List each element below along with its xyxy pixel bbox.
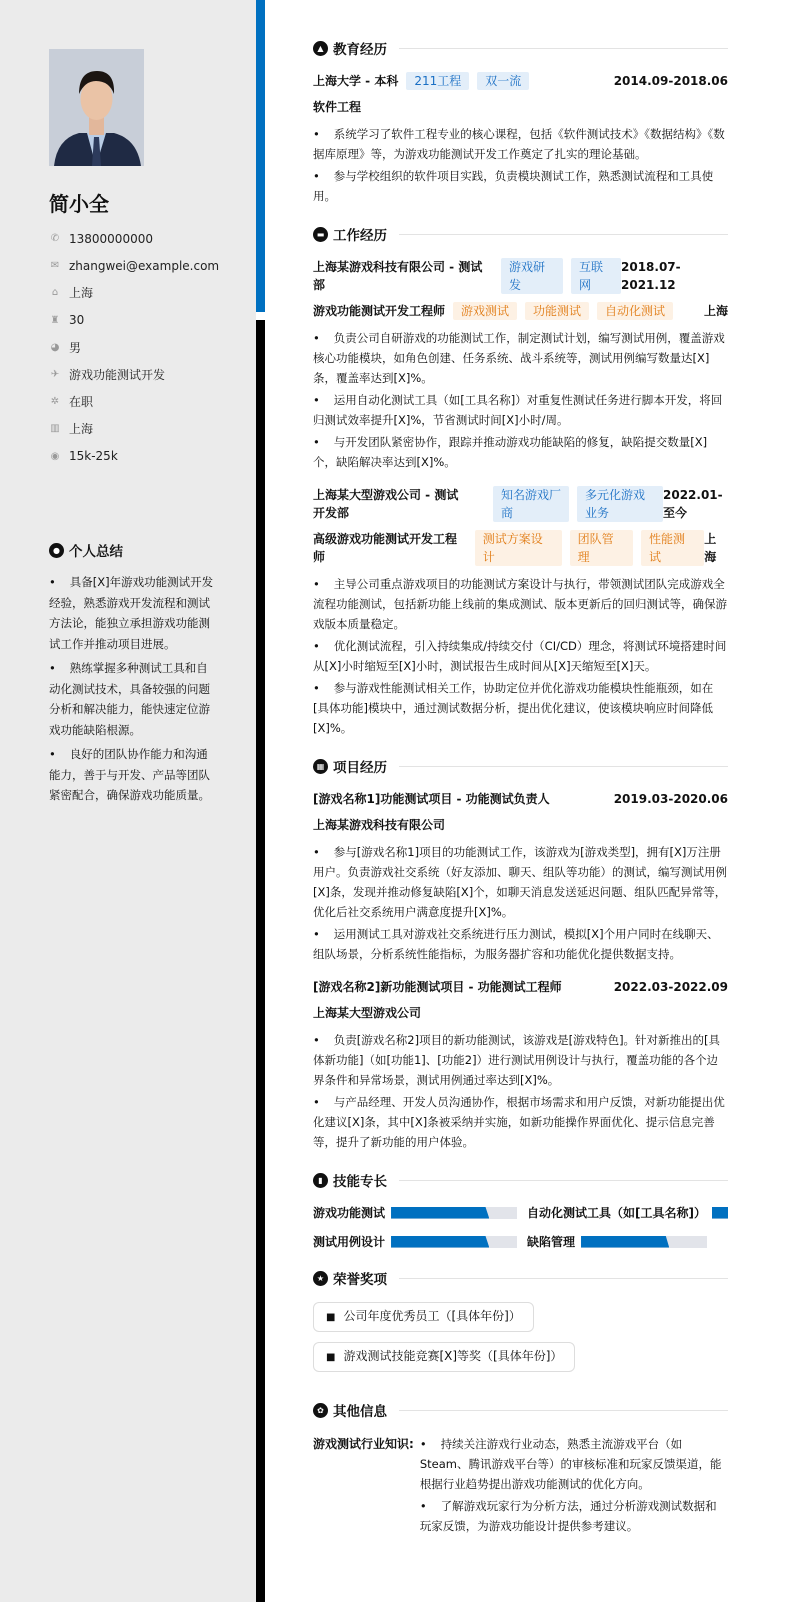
summary-title: 个人总结 [69,544,123,560]
role: 高级游戏功能测试开发工程师 [313,532,458,564]
contact-list [49,225,219,470]
project-entry [313,978,728,1152]
major: 软件工程 [313,100,362,114]
other-section [313,1400,728,1538]
divider [399,48,728,49]
city-value: 上海 [69,422,94,437]
contact-job [49,361,219,388]
contact-gender [49,334,219,361]
mail-icon: ✉ [50,260,60,272]
city: 上海 [704,532,717,564]
skill-item [527,1204,728,1221]
skill-bar [391,1236,517,1248]
section-header [313,1400,728,1420]
home-value: 上海 [69,286,94,301]
skill-item [313,1204,520,1221]
skill-name: 自动化测试工具（如[工具名称]） [527,1206,706,1220]
tag: 211工程 [406,72,469,90]
list-item: • 持续关注游戏行业动态，熟悉主流游戏平台（如Steam、腾讯游戏平台等）的审核标准和玩家反馈渠道，能根据行业趋势提出游戏功能测试的优化方向。 [420,1434,728,1494]
job-entry [313,486,728,738]
contact-age [49,307,219,334]
list-item: • 运用测试工具对游戏社交系统进行压力测试，模拟[X]个用户同时在线聊天、组队场景，分析系统性能指标，为服务器扩容和功能优化提供数据支持。 [313,924,728,964]
list-item: • 与开发团队紧密协作，跟踪并推动游戏功能缺陷的修复，缺陷提交数量[X]个，缺陷解决率达到[X]%。 [313,432,728,472]
project-header [313,978,728,996]
city-icon: ▥ [50,423,60,435]
education-row [313,72,728,90]
date: 2019.03-2020.06 [613,792,728,806]
list-item: • 参与游戏性能测试相关工作，协助定位并优化游戏功能模块性能瓶颈，如在[具体功能]模块中，通过测试数据分析，提出优化建议，使该模块响应时间降低[X]%。 [313,678,728,738]
role-row [313,530,728,566]
contact-salary [49,443,219,470]
contact-status [49,388,219,415]
list-item: • 系统学习了软件工程专业的核心课程，包括《软件测试技术》《数据结构》《数据库原理》等，为游戏功能测试开发工作奠定了扎实的理论基础。 [313,124,728,164]
list-item: • 了解游戏玩家行为分析方法，通过分析游戏测试数据和玩家反馈，为游戏功能设计提供参考建议。 [420,1496,728,1536]
skill-bar [712,1207,728,1219]
skills-section [313,1170,728,1250]
company: 上海某大型游戏公司 [313,1006,422,1020]
contact-city [49,415,219,442]
skill-name: 缺陷管理 [527,1235,576,1249]
list-item: • 运用自动化测试工具（如[工具名称]）对重复性测试任务进行脚本开发，将回归测试效率提升[X]%，节省测试时间[X]小时/周。 [313,390,728,430]
summary-section [49,540,219,810]
salary-value: 15k-25k [69,449,118,464]
home-icon: ⌂ [51,287,59,299]
briefcase-icon: ▬ [313,227,328,242]
status-icon: ✲ [50,396,60,408]
award-icon: ★ [313,1271,328,1286]
project-header [313,790,728,808]
other-label: 游戏测试行业知识: [313,1437,414,1451]
job-header [313,258,728,294]
skill-bar-fill [391,1236,489,1248]
skill-tag: 性能测试 [641,530,704,566]
info-icon: ✿ [313,1403,328,1418]
date: 2022.03-2022.09 [613,980,728,994]
section-title: 技能专长 [333,1174,387,1190]
section-header [313,38,728,58]
profile-name: 简小全 [49,192,109,216]
skills-grid [313,1204,728,1250]
tag: 知名游戏厂商 [493,486,569,522]
section-title: 项目经历 [333,760,387,776]
divider [399,234,728,235]
list-item: • 负责[游戏名称2]项目的新功能测试，该游戏是[游戏特色]。针对新推出的[具体新功能]（如[功能1]、[功能2]）进行测试用例设计与执行，覆盖功能的各个边界条件和异常场景，测试用例通过率达到[X]%。 [313,1030,728,1090]
job-icon: ✈ [50,369,60,381]
company: 上海某游戏科技有限公司 [313,818,446,832]
divider [399,1180,728,1181]
project-entry [313,790,728,964]
section-header [313,224,728,244]
city: 上海 [703,304,728,318]
age-value: 30 [69,313,85,328]
job-entry [313,258,728,472]
section-header [313,1170,728,1190]
profile-photo [49,49,144,166]
age-icon: ♜ [50,314,60,326]
list-item: • 参与[游戏名称1]项目的功能测试工作，该游戏为[游戏类型]，拥有[X]万注册用户。负责游戏社交系统（好友添加、聊天、组队等功能）的测试，编写测试用例[X]条，发现并推动修复缺陷[X]个，如聊天消息发送延迟问题、组队匹配异常等，优化后社交系统用户满意度提升[X]%。 [313,842,728,922]
grid-icon: ▦ [313,759,328,774]
company: 上海某大型游戏公司 - 测试开发部 [313,488,459,520]
gender-icon: ◕ [50,341,60,353]
section-title: 教育经历 [333,42,387,58]
skill-item [527,1233,728,1250]
phone-icon: ✆ [50,233,60,245]
list-item: • 与产品经理、开发人员沟通协作，根据市场需求和用户反馈，对新功能提出优化建议[X]条，其中[X]条被采纳并实施，如新功能操作界面优化、提示信息完善等，提升了新功能的用户体验。 [313,1092,728,1152]
honors-section [313,1268,728,1382]
summary-item: • 熟练掌握多种测试工具和自动化测试技术，具备较强的问题分析和解决能力，能快速定位游戏功能缺陷根源。 [49,658,219,740]
tag: 游戏研发 [501,258,563,294]
skill-bar [581,1236,707,1248]
phone-value: 13800000000 [69,231,153,246]
project-name: [游戏名称2]新功能测试项目 - 功能测试工程师 [313,980,562,994]
divider [399,1278,728,1279]
role: 游戏功能测试开发工程师 [313,304,446,318]
graduation-cap-icon: ▲ [313,41,328,56]
section-title: 其他信息 [333,1404,387,1420]
sidebar [0,0,256,1602]
job-value: 游戏功能测试开发 [69,368,166,383]
skill-bar-fill [581,1236,669,1248]
section-header [313,1268,728,1288]
section-header [313,756,728,776]
tag: 双一流 [477,72,529,90]
date: 2018.07-2021.12 [621,260,681,292]
skill-bar [391,1207,517,1219]
skill-bar-fill [712,1207,728,1219]
section-title: 荣誉奖项 [333,1272,387,1288]
award-item: ■ 游戏测试技能竞赛[X]等奖（[具体年份]） [313,1342,575,1372]
education-section [313,38,728,206]
role-row [313,302,728,320]
divider [399,766,728,767]
skill-name: 测试用例设计 [313,1235,386,1249]
list-item: • 参与学校组织的软件项目实践，负责模块测试工作，熟悉测试流程和工具使用。 [313,166,728,206]
list-item: • 优化测试流程，引入持续集成/持续交付（CI/CD）理念，将测试环境搭建时间从[X]小时缩短至[X]小时，测试报告生成时间从[X]天缩短至[X]天。 [313,636,728,676]
skill-tag: 游戏测试 [453,302,517,320]
date: 2014.09-2018.06 [613,74,728,88]
company: 上海某游戏科技有限公司 - 测试部 [313,260,483,292]
accent-bar [256,0,265,312]
salary-icon: ◉ [50,450,60,462]
summary-item: • 良好的团队协作能力和沟通能力，善于与开发、产品等团队紧密配合，确保游戏功能质量。 [49,744,219,806]
award-item: ■ 公司年度优秀员工（[具体年份]） [313,1302,534,1332]
tag: 多元化游戏业务 [577,486,663,522]
contact-phone [49,225,219,252]
skill-tag: 测试方案设计 [475,530,562,566]
school-name: 上海大学 - 本科 [313,74,399,88]
summary-item: • 具备[X]年游戏功能测试开发经验，熟悉游戏开发流程和测试方法论，能独立承担游戏功能测试工作并推动项目进展。 [49,572,219,654]
other-info-row [313,1434,728,1538]
list-item: • 负责公司自研游戏的功能测试工作，制定测试计划，编写测试用例，覆盖游戏核心功能模块，如角色创建、任务系统、战斗系统等，测试用例编写数量达[X]条，覆盖率达到[X]%。 [313,328,728,388]
job-header [313,486,728,522]
contact-email [49,252,219,279]
skill-tag: 自动化测试 [597,302,673,320]
tag: 互联网 [571,258,621,294]
skill-item [313,1233,520,1250]
gender-value: 男 [69,340,82,355]
contact-home [49,279,219,306]
work-section [313,224,728,738]
list-item: • 主导公司重点游戏项目的功能测试方案设计与执行，带领测试团队完成游戏全流程功能测试，包括新功能上线前的集成测试、版本更新后的回归测试等，确保游戏版本质量稳定。 [313,574,728,634]
chart-icon: ▮ [313,1173,328,1188]
project-name: [游戏名称1]功能测试项目 - 功能测试负责人 [313,792,550,806]
divider [399,1410,728,1411]
date: 2022.01-至今 [663,488,723,520]
skill-bar-fill [391,1207,489,1219]
status-value: 在职 [69,395,94,410]
skill-name: 游戏功能测试 [313,1206,386,1220]
divider-bar [256,320,265,1602]
main-content [313,38,728,1556]
user-icon: ● [49,543,64,558]
projects-section [313,756,728,1152]
summary-header [49,540,219,560]
skill-tag: 团队管理 [570,530,633,566]
email-value: zhangwei@example.com [69,258,220,273]
section-title: 工作经历 [333,228,387,244]
skill-tag: 功能测试 [525,302,589,320]
